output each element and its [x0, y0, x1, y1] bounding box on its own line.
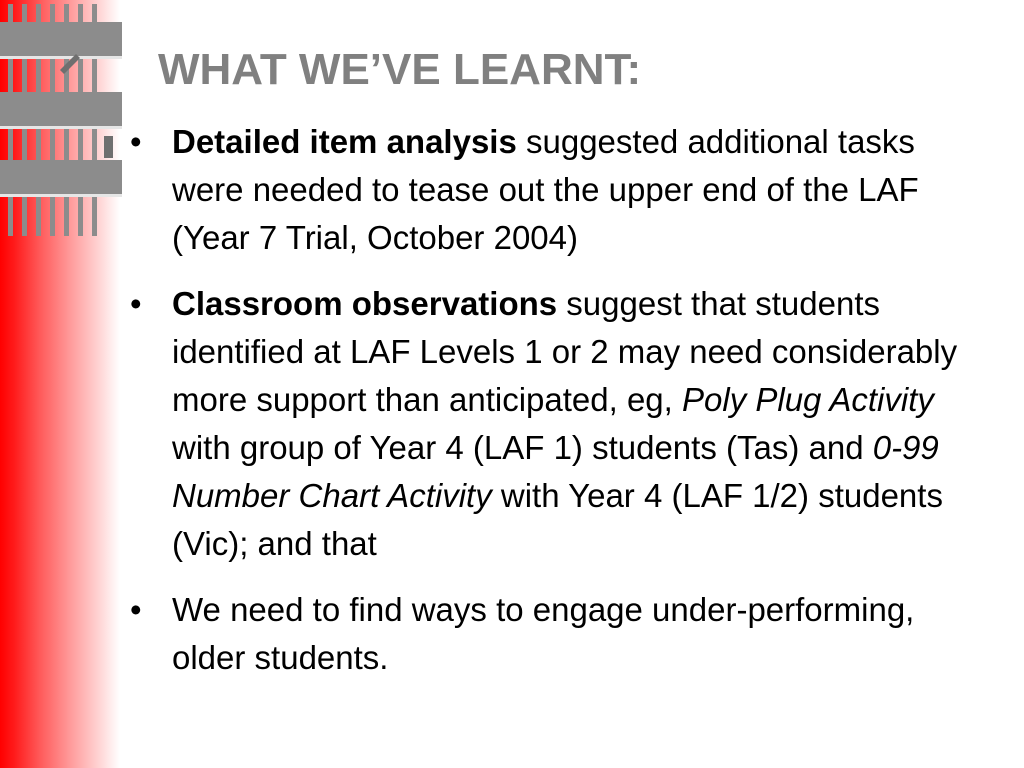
bullet-text: We need to find ways to engage under-performing, older students. — [172, 591, 915, 676]
bullet-text: with group of Year 4 (LAF 1) students (Tas) and — [172, 429, 873, 466]
bullet-marker: • — [130, 123, 142, 160]
bullet-text: suggested additional tasks were needed to tease out the upper end of the LAF (Year 7 Trial, October 2004) — [172, 123, 919, 256]
bullet-italic-text: Poly Plug Activity — [682, 381, 934, 418]
list-item — [130, 280, 972, 568]
bullet-marker: • — [130, 591, 142, 628]
bullet-bold-text: Classroom observations — [172, 285, 558, 322]
list-item — [130, 586, 972, 682]
bullet-text: suggest that students identified at LAF Levels 1 or 2 may need considerably more support than anticipated, eg, — [172, 285, 958, 418]
bullet-list — [130, 118, 972, 700]
bullet-marker: • — [130, 285, 142, 322]
slide-title: WHAT WE’VE LEARNT: — [158, 45, 642, 94]
bullet-text: with Year 4 (LAF 1/2) students (Vic); and that — [172, 477, 943, 562]
bullet-italic-text: 0-99 Number Chart Activity — [172, 429, 939, 514]
bullet-bold-text: Detailed item analysis — [172, 123, 517, 160]
list-item — [130, 118, 972, 262]
stacked-bars-graphic-icon — [0, 0, 125, 240]
